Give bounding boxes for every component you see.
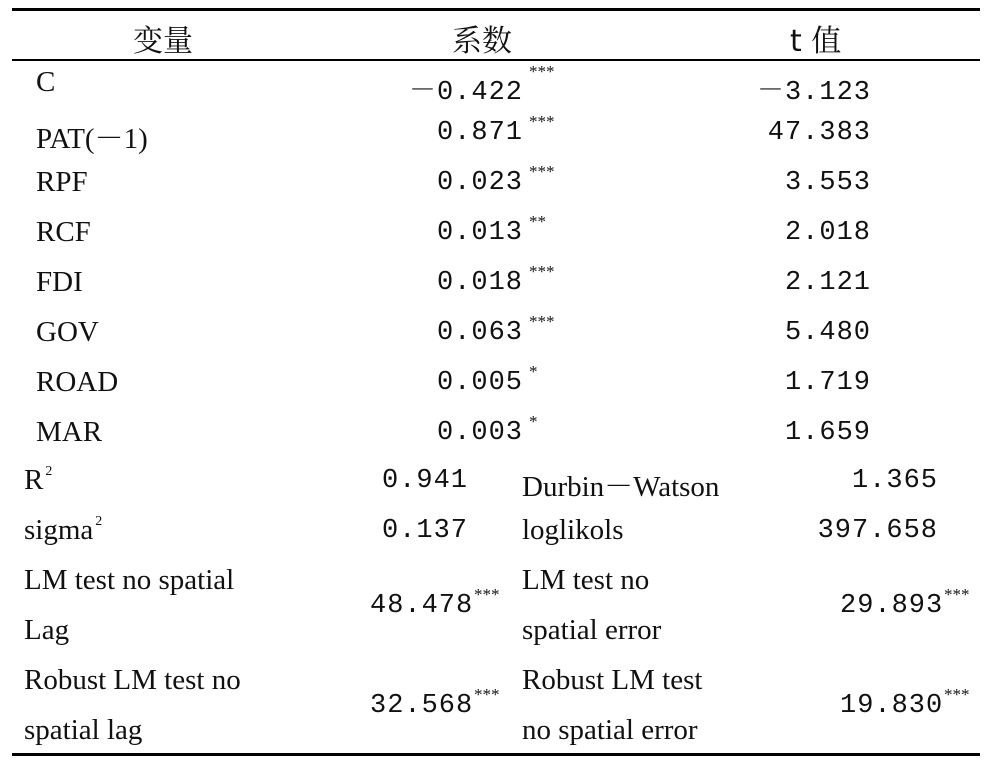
robust-lm-lag-label-line1: Robust LM test no [24,664,241,696]
r2-value: 0.941 [381,466,468,496]
loglikols-label: loglikols [522,514,624,546]
robust-lm-lag-value: 32.568 *** [370,685,500,721]
variable-name: MAR [36,416,103,448]
coefficient-value: 0.005 [436,368,523,398]
variable-name: GOV [36,316,99,348]
t-value: 2.018 [784,218,871,248]
robust-lm-lag-significance: *** [474,685,500,704]
header-t-value: t 值 [790,24,842,59]
r2-label: R $^2$ [24,464,53,496]
lm-error-label-line2: spatial error [522,614,662,646]
t-value: 3.553 [784,168,871,198]
significance-stars: *** [529,262,555,281]
durbin-watson-value: 1.365 [851,466,938,496]
sigma2-superscript: 2 [95,514,103,529]
variable-name: RCF [36,216,91,248]
robust-lm-error-value: 19.830 *** [840,685,970,721]
robust-lm-error-significance: *** [944,685,970,704]
significance-stars: * [529,412,538,431]
significance-stars: *** [529,62,555,81]
coefficient-value: 0.003 [436,418,523,448]
significance-stars: *** [529,112,555,131]
coefficient-value: 0.063 [436,318,523,348]
lm-lag-label-line2: Lag [24,614,70,646]
coefficient-value: 0.871 [436,118,523,148]
robust-lm-error-label-line1: Robust LM test [522,664,703,696]
sigma2-label: sigma $^2$ [24,514,103,546]
significance-stars: *** [529,162,555,181]
loglikols-value: 397.658 [817,516,938,546]
coefficient-value: 0.023 [436,168,523,198]
t-value: 1.659 [784,418,871,448]
significance-stars: * [529,362,538,381]
variable-name: C [36,66,56,98]
t-value: 47.383 [767,118,871,148]
robust-lm-lag-label-line2: spatial lag [24,714,143,746]
header-variable: 变量 [133,24,193,59]
lm-lag-label-line1: LM test no spatial [24,564,235,596]
t-value: 2.121 [784,268,871,298]
header-coefficient: 系数 [452,24,512,59]
coefficient-value: 0.018 [436,268,523,298]
bottom-rule [12,753,980,756]
variable-name: PAT(－1) [36,123,148,155]
lm-error-label-line1: LM test no [522,564,650,596]
r2-superscript: 2 [45,464,53,479]
variable-name: RPF [36,166,88,198]
sigma2-value: 0.137 [381,516,468,546]
lm-error-significance: *** [944,585,970,604]
variable-name: ROAD [36,366,119,398]
top-rule [12,8,980,11]
coefficient-value: 0.013 [436,218,523,248]
t-value: －3.123 [756,78,871,108]
durbin-watson-label: Durbin－Watson [522,471,720,503]
variable-name: FDI [36,266,83,298]
t-value: 1.719 [784,368,871,398]
significance-stars: *** [529,312,555,331]
significance-stars: ** [529,212,546,231]
coefficient-value: －0.422 [408,78,523,108]
lm-lag-significance: *** [474,585,500,604]
robust-lm-error-label-line2: no spatial error [522,714,698,746]
lm-error-value: 29.893 *** [840,585,970,621]
t-value: 5.480 [784,318,871,348]
lm-lag-value: 48.478 *** [370,585,500,621]
